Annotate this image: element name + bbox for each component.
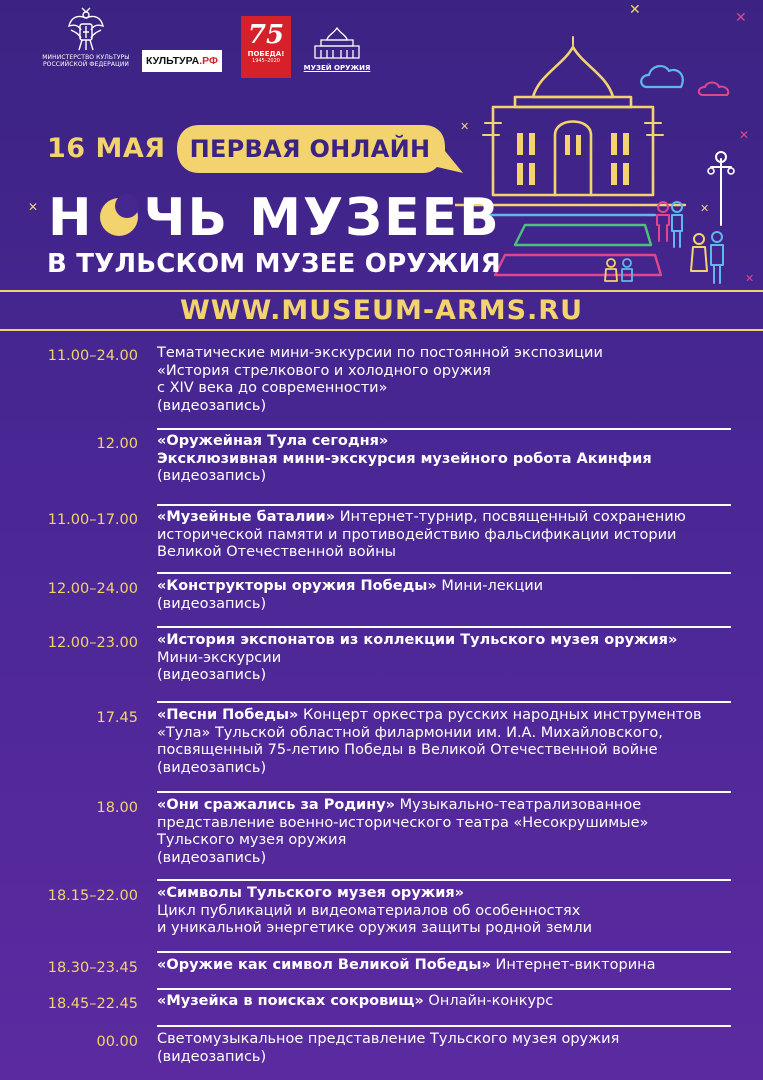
speech-bubble bbox=[175, 123, 465, 175]
schedule-description bbox=[157, 632, 742, 685]
star-icon: ✕ bbox=[28, 200, 39, 214]
schedule-time: 18.00 bbox=[96, 800, 138, 816]
website-link[interactable]: WWW.MUSEUM-ARMS.RU bbox=[179, 295, 584, 326]
schedule-event-title: «Конструкторы оружия Победы» bbox=[157, 578, 437, 594]
museum-building-icon bbox=[307, 26, 367, 60]
star-icon: ✕ bbox=[700, 202, 710, 215]
schedule-divider bbox=[157, 1025, 731, 1027]
partner-logos bbox=[40, 6, 380, 81]
schedule-item bbox=[0, 345, 763, 415]
star-icon: ✕ bbox=[629, 2, 641, 18]
schedule-description bbox=[157, 797, 742, 867]
schedule-item bbox=[0, 707, 763, 777]
schedule-event-text: Тематические мини-экскурсии по постоянной экспозиции «История стрелкового и холодного оружия с XIV века до современности» (видеозапись) bbox=[157, 345, 603, 414]
kultura-label: КУЛЬТУРА bbox=[145, 55, 200, 67]
schedule-event-text: Цикл публикаций и видеоматериалов об особенностях и уникальной энергетике оружия защиты родной земли bbox=[157, 902, 593, 936]
divider-bottom bbox=[0, 329, 763, 331]
schedule-item bbox=[0, 1031, 763, 1066]
schedule-item bbox=[0, 993, 763, 1011]
star-icon: ✕ bbox=[735, 10, 747, 26]
schedule-event-text: Музыкально-театрализованное представление военно-исторического театра «Несокрушимые» Тульского музея оружия (видеозапись) bbox=[157, 797, 649, 866]
schedule-event-text: Интернет-викторина bbox=[490, 957, 656, 973]
schedule-time: 11.00–24.00 bbox=[47, 348, 138, 364]
schedule-event-title: «Песни Победы» bbox=[157, 707, 299, 723]
star-icon: ✕ bbox=[745, 272, 755, 285]
victory-word: ПОБЕДА! bbox=[247, 50, 285, 58]
star-icon: ✕ bbox=[460, 120, 470, 133]
kultura-suffix: .РФ bbox=[199, 55, 218, 67]
schedule-item bbox=[0, 578, 763, 613]
museum-arms-logo bbox=[302, 26, 372, 72]
bubble-label: ПЕРВАЯ ОНЛАЙН bbox=[189, 135, 431, 163]
schedule-divider bbox=[157, 879, 731, 881]
schedule-time: 00.00 bbox=[96, 1034, 138, 1050]
moon-letter-o-icon bbox=[96, 193, 142, 239]
schedule-description bbox=[157, 509, 742, 562]
event-date: 16 МАЯ bbox=[47, 133, 166, 164]
schedule-divider bbox=[157, 791, 731, 793]
schedule-divider bbox=[157, 626, 731, 628]
schedule-description bbox=[157, 885, 742, 938]
schedule-description bbox=[157, 578, 742, 613]
schedule-time: 11.00–17.00 bbox=[47, 512, 138, 528]
schedule-time: 12.00–24.00 bbox=[47, 581, 138, 597]
title-part-1: Н bbox=[48, 188, 94, 248]
schedule-item bbox=[0, 885, 763, 938]
schedule-time: 12.00 bbox=[96, 436, 138, 452]
schedule-event-title: «Оружейная Тула сегодня» Эксклюзивная мини-экскурсия музейного робота Акинфия bbox=[157, 433, 652, 467]
schedule-divider bbox=[157, 504, 731, 506]
schedule-divider bbox=[157, 951, 731, 953]
schedule-divider bbox=[157, 701, 731, 703]
museum-logo-caption: МУЗЕЙ ОРУЖИЯ bbox=[303, 64, 371, 72]
schedule-item bbox=[0, 957, 763, 975]
schedule-divider bbox=[157, 428, 731, 430]
schedule-event-title: «Музейка в поисках сокровищ» bbox=[157, 993, 424, 1009]
victory-number: 75 bbox=[247, 20, 285, 50]
eagle-emblem-icon bbox=[67, 6, 105, 52]
schedule-description bbox=[157, 993, 742, 1011]
schedule-description bbox=[157, 345, 742, 415]
schedule-event-text: Светомузыкальное представление Тульского музея оружия (видеозапись) bbox=[157, 1031, 620, 1065]
title-part-2: ЧЬ МУЗЕЕВ bbox=[143, 188, 501, 248]
museum-building-illustration bbox=[455, 35, 763, 290]
schedule-description bbox=[157, 957, 742, 975]
schedule-time: 18.15–22.00 bbox=[47, 888, 138, 904]
schedule-description bbox=[157, 707, 742, 777]
schedule-time: 18.45–22.45 bbox=[47, 996, 138, 1012]
schedule-description bbox=[157, 1031, 742, 1066]
schedule-item bbox=[0, 509, 763, 562]
schedule-event-title: «История экспонатов из коллекции Тульского музея оружия» bbox=[157, 632, 678, 648]
schedule-time: 12.00–23.00 bbox=[47, 635, 138, 651]
kultura-rf-logo bbox=[142, 50, 222, 72]
schedule-event-title: «Они сражались за Родину» bbox=[157, 797, 396, 813]
schedule-event-title: «Оружие как символ Великой Победы» bbox=[157, 957, 491, 973]
schedule-event-title: «Музейные баталии» bbox=[157, 509, 336, 525]
schedule-divider bbox=[157, 988, 731, 990]
schedule-event-text: Мини-экскурсии (видеозапись) bbox=[157, 649, 282, 683]
victory-years: 1945–2020 bbox=[252, 58, 280, 64]
schedule-item bbox=[0, 632, 763, 685]
ministry-logo bbox=[40, 6, 132, 68]
schedule-divider bbox=[157, 572, 731, 574]
schedule-event-text: Концерт оркестра русских народных инструментов «Тула» Тульской областной филармонии им. И.А. Михайловского, посвященный 75-летию Победы в Великой Отечественной войне (видеозапись) bbox=[157, 707, 702, 776]
schedule-time: 17.45 bbox=[96, 710, 138, 726]
victory-75-logo bbox=[241, 16, 291, 78]
schedule-item bbox=[0, 433, 763, 486]
schedule-description bbox=[157, 433, 742, 486]
schedule-event-text: Мини-лекции (видеозапись) bbox=[157, 578, 544, 612]
schedule-time: 18.30–23.45 bbox=[47, 960, 138, 976]
schedule-event-text: Интернет-турнир, посвященный сохранению исторической памяти и противодействию фальсификации истории Великой Отечественной войны bbox=[157, 509, 686, 560]
page-title bbox=[48, 188, 501, 248]
schedule-item bbox=[0, 797, 763, 867]
star-icon: ✕ bbox=[739, 128, 750, 142]
page-subtitle: В ТУЛЬСКОМ МУЗЕЕ ОРУЖИЯ bbox=[47, 249, 501, 279]
schedule-event-text: (видеозапись) bbox=[157, 468, 267, 484]
schedule-event-text: Онлайн-конкурс bbox=[423, 993, 554, 1009]
schedule-event-title: «Символы Тульского музея оружия» bbox=[157, 885, 465, 901]
ministry-caption: МИНИСТЕРСТВО КУЛЬТУРЫ РОССИЙСКОЙ ФЕДЕРАЦИИ bbox=[42, 54, 130, 68]
